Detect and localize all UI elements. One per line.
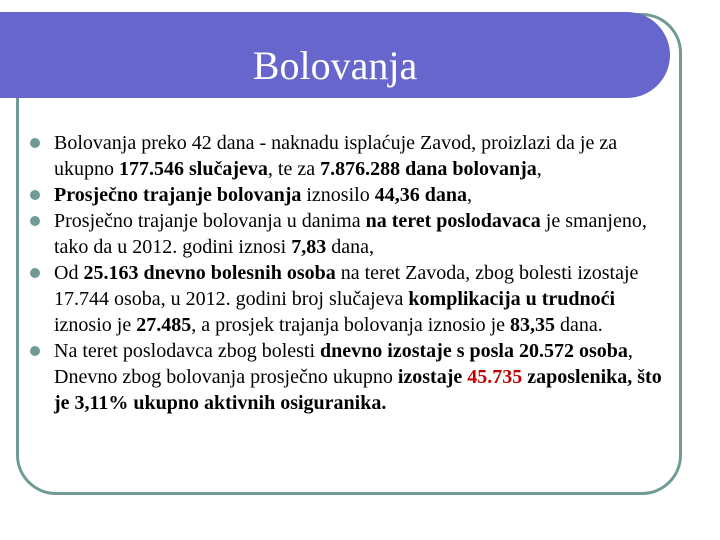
text-segment: na teret Zavoda, zbog bolesti izostaje 17.744 osoba, u 2012. godini broj slučajeva [54, 262, 639, 310]
text-segment: na teret poslodavaca [365, 210, 541, 232]
text-segment: , [466, 184, 472, 206]
title-bar [0, 12, 670, 98]
text-segment: Prosječno trajanje bolovanja [54, 184, 302, 206]
text-segment: iznosilo [301, 184, 375, 206]
text-segment: 177.546 slučajeva [119, 158, 268, 180]
text-segment: , te za [267, 158, 321, 180]
title-rule [40, 105, 636, 108]
text-segment: Bolovanja preko 42 dana - naknadu isplaćuje Zavod, proizlazi da je za ukupno [54, 132, 618, 180]
text-segment: , a prosjek trajanja bolovanja iznosio je [191, 314, 511, 336]
text-segment: Od [54, 262, 84, 284]
bullet-icon [30, 216, 40, 226]
text-segment: 44,36 dana [374, 184, 467, 206]
text-segment: 27.485 [136, 314, 192, 336]
text-segment: je smanjeno, tako da u 2012. godini iznosi [54, 210, 647, 258]
text-segment: komplikacija u trudnoći [408, 288, 616, 310]
text-segment: Na teret poslodavca zbog bolesti [54, 340, 321, 362]
text-segment: , Dnevno zbog bolovanja prosječno ukupno [54, 340, 633, 388]
text-segment: 7,83 [291, 236, 327, 258]
text-segment: 7.876.288 dana bolovanja [320, 158, 537, 180]
bullet-icon [30, 190, 40, 200]
list-item [30, 130, 670, 182]
text-segment: zaposlenika, što je 3,11% ukupno aktivnih osiguranika. [54, 366, 662, 414]
text-segment: , [536, 158, 542, 180]
list-item [30, 208, 670, 260]
list-item [30, 260, 670, 338]
text-segment: 25.163 dnevno bolesnih osoba [83, 262, 336, 284]
list-item [30, 338, 670, 416]
bullet-icon [30, 268, 40, 278]
bullet-list [30, 130, 670, 416]
text-segment: dana, [326, 236, 374, 258]
text-segment: Prosječno trajanje bolovanja u danima [54, 210, 366, 232]
text-segment: izostaje [397, 366, 463, 388]
text-segment: 83,35 [510, 314, 556, 336]
text-segment: iznosio je [54, 314, 137, 336]
text-segment: 45.735 [467, 366, 523, 388]
bullet-icon [30, 346, 40, 356]
text-segment: dana. [555, 314, 603, 336]
list-item [30, 182, 670, 208]
text-segment: dnevno izostaje s posla 20.572 osoba [320, 340, 628, 362]
page-title: Bolovanja [252, 43, 418, 88]
bullet-icon [30, 138, 40, 148]
